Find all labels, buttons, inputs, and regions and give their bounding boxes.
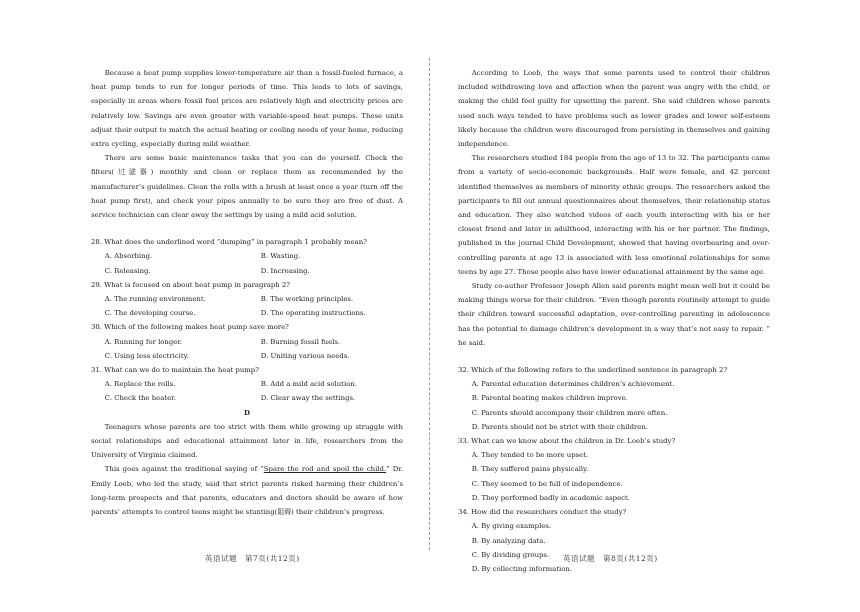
option-b: B. The working principles. [260,295,354,304]
question-stem: 32. Which of the following refers to the underlined sentence in paragraph 2? [458,366,728,375]
option-b: B. By analyzing data. [471,536,546,545]
option-a: A. The running environment. [104,295,206,304]
underlined-saying: Spare the rod and spoil the child. [263,465,387,474]
question-stem: 29. What is focused on about heat pump in paragraph 2? [91,280,290,289]
option-a: A. Parental education determines children’s achievement. [471,380,675,389]
question-stem: 33. What can we know about the children in Dr. Loeb’s study? [458,437,676,446]
option-b: B. They suffered pains physically. [471,465,589,474]
page-footer-right: 英语试题 第8页(共12页) [563,554,658,563]
question-28 [91,235,403,278]
option-b: B. Wasting. [260,252,301,261]
option-b: B. Parental beating makes children improve. [471,394,628,403]
right-page-column [458,66,770,576]
question-stem: 28. What does the underlined word “dumping” in paragraph 1 probably mean? [91,238,367,247]
passage-c-paragraph-2: There are some basic maintenance tasks that you can do yourself. Check the filters(过滤器) monthly and clean or replace them as recommended by the manufacturer’s guidelines. Clean the rolls with a brush at least once a year (turn off the heat pump first), and check your pipes annually to be sure they are free of dust. A service technician can clear away the settings by using a mild acid solution. [91,154,403,220]
left-page-column [91,66,403,519]
option-c: C. They seemed to be full of independence. [471,479,623,488]
question-34 [458,505,770,576]
option-d: D. Uniting various needs. [260,351,350,360]
option-d: D. They performed badly in academic aspect. [471,493,630,502]
option-c: C. The developing course. [104,309,196,318]
option-b: B. Add a mild acid solution. [260,380,357,389]
option-a: A. Replace the rolls. [104,380,176,389]
passage-d-paragraph-4: The researchers studied 184 people from the age of 13 to 32. The participants came from a variety of socio-economic backgrounds. Half were female, and 42 percent identified themselves as members of minority ethnic groups. The researchers asked the participants to fill out annual questionnaires about themselves, their relationship status and education. They also watched videos of each youth interacting with his or her closest friend and later in adulthood, interacting with his or her partner. The findings, published in the journal Child Development, showed that having overbearing and over-controlling parents at age 13 is associated with less emotional relationships for some teens by age 27. Those people also have lower educational attainment by the same age. [458,154,770,276]
page-fold-line [429,58,430,550]
question-options [91,292,403,320]
passage-d-paragraph-2 [91,462,403,519]
passage-d-paragraph-1: Teenagers whose parents are too strict with them while growing up struggle with social relationships and educational attainment later in life, researchers from the University of Virginia claimed. [91,422,403,460]
option-a: A. They tended to be more upset. [471,451,589,460]
question-32 [458,363,770,434]
passage-c-paragraph-1: Because a heat pump supplies lower-temperature air than a fossil-fueled furnace, a heat pump tends to run for longer periods of time. This leads to lots of savings, especially in areas where fossil fuel prices are relatively high and electricity prices are relatively low. Savings are even greater with variable-speed heat pumps. These units adjust their output to match the actual heating or cooling needs of your home, reducing extra cycling, especially during mild weather. [91,69,403,149]
question-stem: 34. How did the researchers conduct the study? [458,508,627,517]
question-options [91,377,403,405]
question-29 [91,278,403,321]
option-c: C. By dividing groups. [471,550,550,559]
question-options [458,519,770,576]
passage-d-paragraph-5: Study co-author Professor Joseph Allen said parents might mean well but it could be making things worse for their children. “Even though parents routinely attempt to guide their children toward successful adaptation, over-controlling parenting in adolescence has the potential to damage children’s development in a way that’s not easy to repair. ” he said. [458,282,770,347]
option-d: D. By collecting information. [471,564,572,573]
question-30 [91,320,403,363]
question-stem: 31. What can we do to maintain the heat pump? [91,366,259,375]
question-33 [458,434,770,505]
option-c: C. Check the heater. [104,394,176,403]
option-c: C. Parents should accompany their children more often. [471,408,668,417]
option-d: D. Parents should not be strict with their children. [471,422,648,431]
page-footer-left: 英语试题 第7页(共12页) [205,554,300,563]
question-options [458,448,770,505]
question-options [458,377,770,434]
question-31 [91,363,403,406]
option-d: D. The operating instructions. [260,309,366,318]
paragraph-text-after: ” Dr. Emily Loeb, who led the study, said that strict parents risked harming their children’s long-term prospects and that parents, educators and doctors should be aware of how parents’ attempts to control teens might be stunting(阻碍) their children’s progress. [91,465,403,517]
option-d: D. Clear away the settings. [260,394,356,403]
passage-d-paragraph-3: According to Loeb, the ways that some parents used to control their children included withdrawing love and affection when the parent was angry with the child, or making the child feel guilty for upsetting the parent. She said children whose parents used such ways tended to have problems such as lower grades and lower self-esteem likely because the children were discouraged from persisting in themselves and gaining independence. [458,69,770,149]
option-a: A. By giving examples. [471,522,552,531]
option-d: D. Increasing. [260,266,310,275]
section-d-heading: D [244,408,250,417]
option-a: A. Absorbing. [104,252,153,261]
question-options [91,249,403,277]
option-c: C. Using less electricity. [104,351,189,360]
question-options [91,335,403,363]
option-a: A. Running for longer. [104,337,183,346]
question-stem: 30. Which of the following makes heat pump save more? [91,323,289,332]
paragraph-text-before: This goes against the traditional saying of “ [104,465,264,474]
option-b: B. Burning fossil fuels. [260,337,341,346]
option-c: C. Releasing. [104,266,151,275]
